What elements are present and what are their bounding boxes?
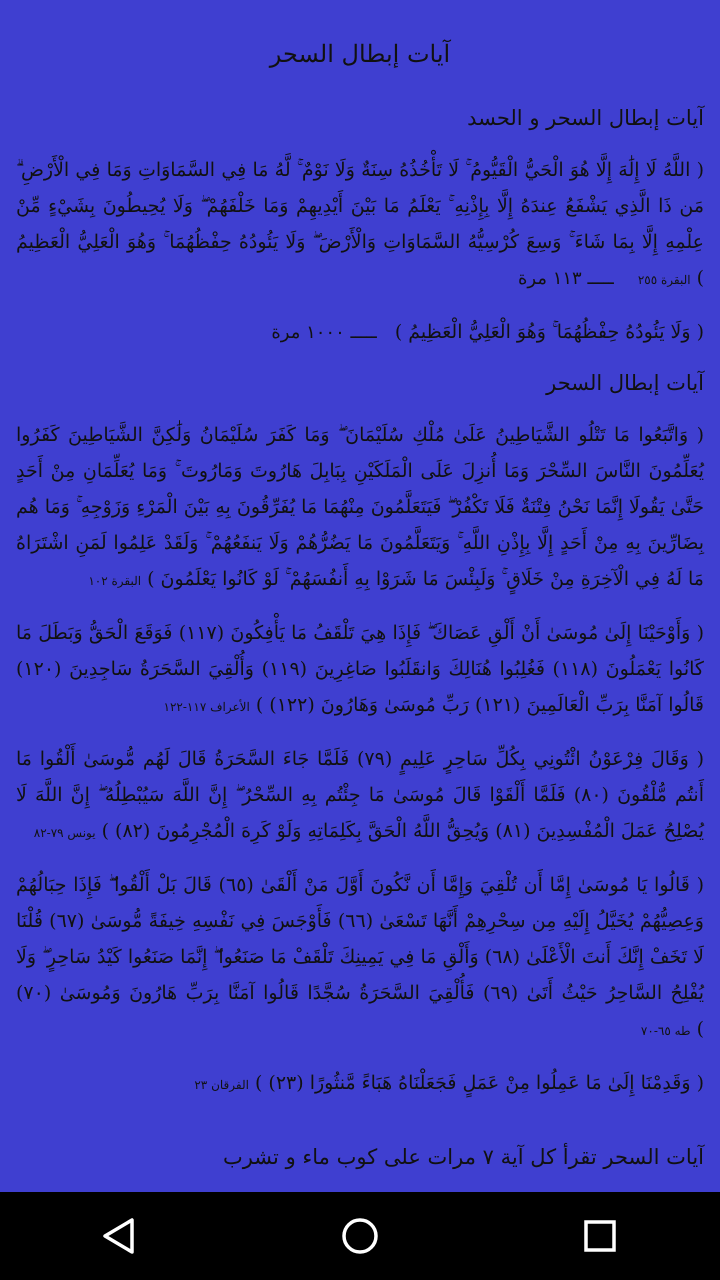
back-icon	[100, 1216, 140, 1256]
verse-ref: الأعراف ١١٧-١٢٢	[163, 700, 250, 714]
verse-ayat-kursi	[16, 152, 704, 298]
verse-furqan-23	[16, 1065, 704, 1103]
recents-button[interactable]	[555, 1192, 645, 1280]
home-icon	[340, 1216, 380, 1256]
android-navigation-bar	[0, 1192, 720, 1280]
verse-text: ( وَأَوْحَيْنَا إِلَىٰ مُوسَىٰ أَنْ أَلْقِ عَصَاكَ ۖ فَإِذَا هِيَ تَلْقَفُ مَا يَأْفِكُونَ (١١٧) فَوَقَعَ الْحَقُّ وَبَطَلَ مَا كَانُوا يَعْمَلُونَ (١١٨) فَغُلِبُوا هُنَالِكَ وَانقَلَبُوا صَاغِرِينَ (١١٩) وَأُلْقِيَ السَّحَرَةُ سَاجِدِينَ (١٢٠) قَالُوا آمَنَّا بِرَبِّ الْعَالَمِينَ (١٢١) رَبِّ مُوسَىٰ وَهَارُونَ (١٢٢) )	[16, 622, 704, 716]
verse-text: ( وَقَدِمْنَا إِلَىٰ مَا عَمِلُوا مِنْ عَمَلٍ فَجَعَلْنَاهُ هَبَاءً مَّنثُورًا (٢٣) )	[254, 1072, 704, 1094]
verse-ref: البقرة ٢٥٥	[637, 273, 691, 287]
verse-ref: طه ٦٥-٧٠	[640, 1024, 691, 1038]
verse-text: ( وَاتَّبَعُوا مَا تَتْلُو الشَّيَاطِينُ عَلَىٰ مُلْكِ سُلَيْمَانَ ۖ وَمَا كَفَرَ سُلَيْمَانُ وَلَٰكِنَّ الشَّيَاطِينَ كَفَرُوا يُعَلِّمُونَ النَّاسَ السِّحْرَ وَمَا أُنزِلَ عَلَى الْمَلَكَيْنِ بِبَابِلَ هَارُوتَ وَمَارُوتَ ۚ وَمَا يُعَلِّمَانِ مِنْ أَحَدٍ حَتَّىٰ يَقُولَا إِنَّمَا نَحْنُ فِتْنَةٌ فَلَا تَكْفُرْ ۖ فَيَتَعَلَّمُونَ مِنْهُمَا مَا يُفَرِّقُونَ بِهِ بَيْنَ الْمَرْءِ وَزَوْجِهِ ۚ وَمَا هُم بِضَارِّينَ بِهِ مِنْ أَحَدٍ إِلَّا بِإِذْنِ اللَّهِ ۚ وَيَتَعَلَّمُونَ مَا يَضُرُّهُمْ وَلَا يَنفَعُهُمْ ۚ وَلَقَدْ عَلِمُوا لَمَنِ اشْتَرَاهُ مَا لَهُ فِي الْآخِرَةِ مِنْ خَلَاقٍ ۚ وَلَبِئْسَ مَا شَرَوْا بِهِ أَنفُسَهُمْ ۚ لَوْ كَانُوا يَعْلَمُونَ )	[16, 424, 704, 590]
verse-ref: البقرة ١٠٢	[88, 574, 142, 588]
back-button[interactable]	[75, 1192, 165, 1280]
verse-wala-yauduhu	[16, 314, 704, 351]
section-title-sihr: آيات إبطال السحر	[546, 371, 704, 395]
verse-yunus-79-82	[16, 741, 704, 851]
verse-text: ( وَقَالَ فِرْعَوْنُ ائْتُونِي بِكُلِّ سَاحِرٍ عَلِيمٍ (٧٩) فَلَمَّا جَاءَ السَّحَرَةُ قَالَ لَهُم مُّوسَىٰ أَلْقُوا مَا أَنتُم مُّلْقُونَ (٨٠) فَلَمَّا أَلْقَوْا قَالَ مُوسَىٰ مَا جِئْتُم بِهِ السِّحْرُ ۖ إِنَّ اللَّهَ سَيُبْطِلُهُ ۖ إِنَّ اللَّهَ لَا يُصْلِحُ عَمَلَ الْمُفْسِدِينَ (٨١) وَيُحِقُّ اللَّهُ الْحَقَّ بِكَلِمَاتِهِ وَلَوْ كَرِهَ الْمُجْرِمُونَ (٨٢) )	[16, 748, 705, 842]
page-title: آيات إبطال السحر	[269, 40, 451, 68]
verse-ref: الفرقان ٢٣	[194, 1078, 249, 1092]
verse-text: ( اللَّهُ لَا إِلَٰهَ إِلَّا هُوَ الْحَيُّ الْقَيُّومُ ۚ لَا تَأْخُذُهُ سِنَةٌ وَلَا نَوْمٌ ۚ لَّهُ مَا فِي السَّمَاوَاتِ وَمَا فِي الْأَرْضِ ۗ مَن ذَا الَّذِي يَشْفَعُ عِندَهُ إِلَّا بِإِذْنِهِ ۚ يَعْلَمُ مَا بَيْنَ أَيْدِيهِمْ وَمَا خَلْفَهُمْ ۖ وَلَا يُحِيطُونَ بِشَيْءٍ مِّنْ عِلْمِهِ إِلَّا بِمَا شَاءَ ۚ وَسِعَ كُرْسِيُّهُ السَّمَاوَاتِ وَالْأَرْضَ ۖ وَلَا يَئُودُهُ حِفْظُهُمَا ۚ وَهُوَ الْعَلِيُّ الْعَظِيمُ )	[16, 159, 704, 289]
verse-araf-117-122	[16, 615, 704, 725]
verse-text: ( وَلَا يَئُودُهُ حِفْظُهُمَا ۚ وَهُوَ الْعَلِيُّ الْعَظِيمُ )	[394, 321, 704, 343]
home-button[interactable]	[315, 1192, 405, 1280]
verse-baqarah-102	[16, 417, 704, 599]
section-title-sihr-hasad: آيات إبطال السحر و الحسد	[467, 106, 704, 130]
verse-text: ( قَالُوا يَا مُوسَىٰ إِمَّا أَن تُلْقِيَ وَإِمَّا أَن نَّكُونَ أَوَّلَ مَنْ أَلْقَىٰ (٦٥) قَالَ بَلْ أَلْقُوا ۖ فَإِذَا حِبَالُهُمْ وَعِصِيُّهُمْ يُخَيَّلُ إِلَيْهِ مِن سِحْرِهِمْ أَنَّهَا تَسْعَىٰ (٦٦) فَأَوْجَسَ فِي نَفْسِهِ خِيفَةً مُّوسَىٰ (٦٧) قُلْنَا لَا تَخَفْ إِنَّكَ أَنتَ الْأَعْلَىٰ (٦٨) وَأَلْقِ مَا فِي يَمِينِكَ تَلْقَفْ مَا صَنَعُوا ۖ إِنَّمَا صَنَعُوا كَيْدُ سَاحِرٍ ۖ وَلَا يُفْلِحُ السَّاحِرُ حَيْثُ أَتَىٰ (٦٩) فَأُلْقِيَ السَّحَرَةُ سُجَّدًا قَالُوا آمَنَّا بِرَبِّ هَارُونَ وَمُوسَىٰ (٧٠) )	[16, 874, 705, 1040]
verse-count: ـــــ ١١٣ مرة	[517, 268, 614, 289]
verse-taha-65-70	[16, 867, 704, 1049]
verse-ref: يونس ٧٩-٨٢	[33, 826, 96, 840]
verse-count: ـــــ ١٠٠٠ مرة	[271, 322, 377, 343]
instruction-text: آيات السحر تقرأ كل آية ٧ مرات على كوب ماء و تشرب	[222, 1145, 704, 1169]
recents-icon	[582, 1218, 618, 1254]
